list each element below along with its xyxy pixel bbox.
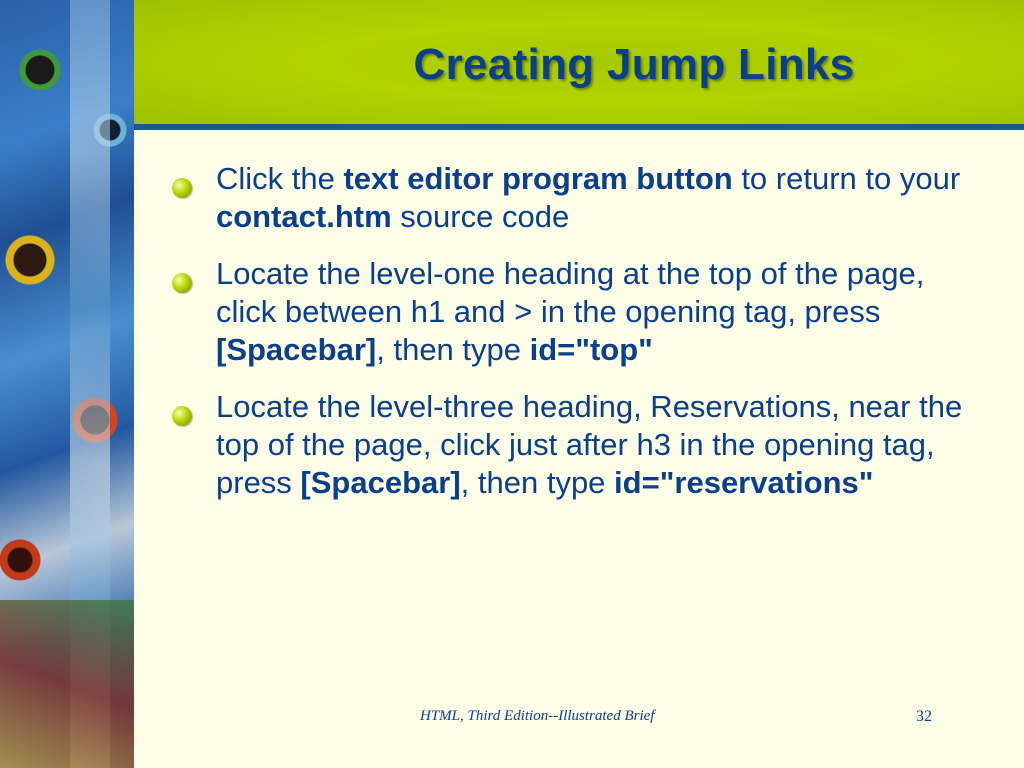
paint-stroke xyxy=(0,600,134,768)
footer-text: HTML, Third Edition--Illustrated Brief xyxy=(420,708,655,724)
bullet-text: , then type xyxy=(376,332,530,367)
decorative-painting-strip xyxy=(0,0,134,768)
bullet-bold-text: text editor program button xyxy=(343,161,733,196)
bullet-text: Click the xyxy=(216,161,344,196)
bullet-bold-text: id="top" xyxy=(529,332,653,367)
bullet-sphere-icon xyxy=(172,273,192,293)
bullet-sphere-icon xyxy=(172,178,192,198)
bullet-item xyxy=(170,255,970,369)
bullet-bold-text: [Spacebar] xyxy=(300,465,461,500)
bullet-item xyxy=(170,388,970,502)
bullet-text: source code xyxy=(391,199,570,234)
title-divider xyxy=(134,124,1024,130)
bullet-text: , then type xyxy=(460,465,615,500)
bullet-list xyxy=(170,160,970,521)
slide-title: Creating Jump Links xyxy=(413,40,855,89)
bullet-text: Locate the level-three heading, Reservations, near the top of the page, click just after h3 in the opening tag, press xyxy=(216,389,963,500)
bullet-sphere-icon xyxy=(172,406,192,426)
bullet-bold-text: contact.htm xyxy=(216,199,392,234)
bullet-bold-text: [Spacebar] xyxy=(216,332,377,367)
bullet-text: to return to your xyxy=(732,161,961,196)
bullet-bold-text: id="reservations" xyxy=(614,465,874,500)
bullet-text: Locate the level-one heading at the top of the page, click between h1 and > in the opening tag, press xyxy=(216,256,925,329)
bullet-item xyxy=(170,160,970,236)
page-number: 32 xyxy=(916,708,932,725)
